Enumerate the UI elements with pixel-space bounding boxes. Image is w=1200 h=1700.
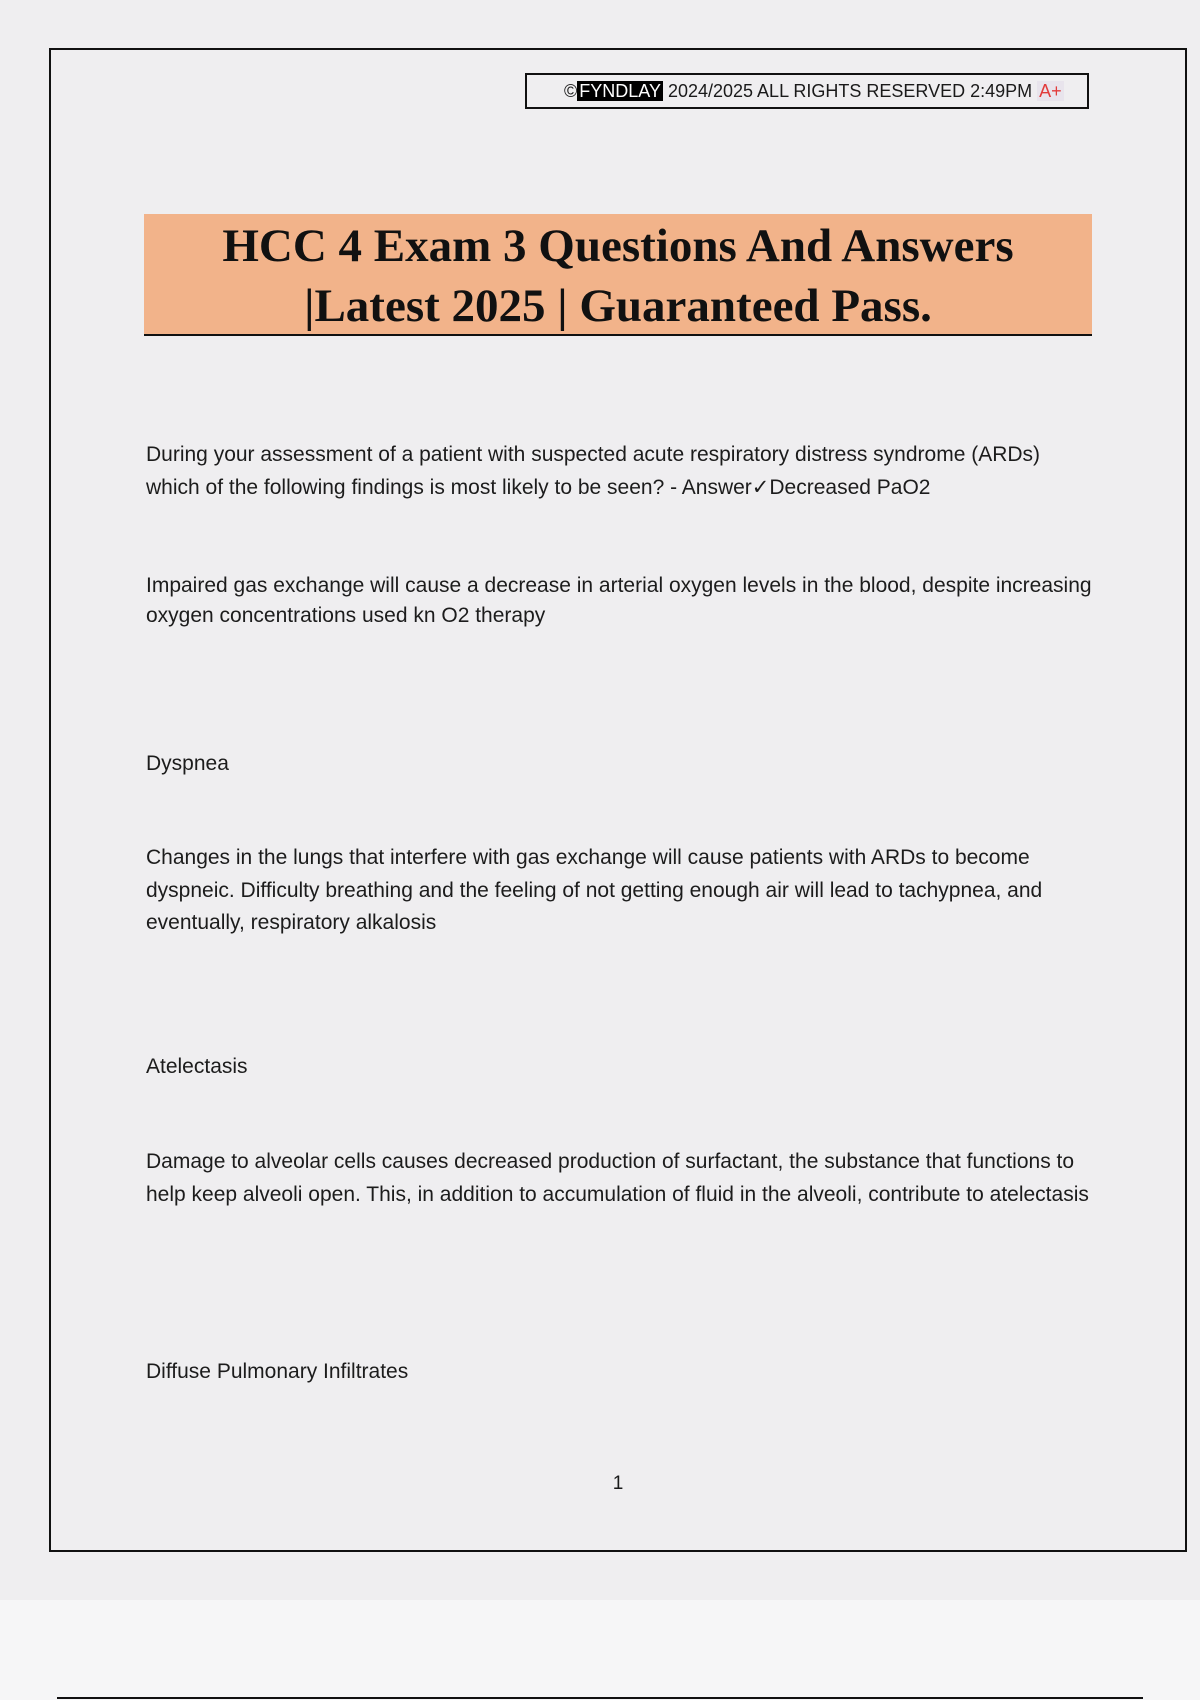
rationale-decreased-pao2: Impaired gas exchange will cause a decrease in arterial oxygen levels in the blood, despite increasing oxygen concentrations used kn O2 therapy	[146, 574, 1092, 627]
title-line-1: HCC 4 Exam 3 Questions And Answers	[222, 220, 1014, 272]
option-dyspnea: Dyspnea	[146, 752, 229, 775]
rationale-dyspnea: Changes in the lungs that interfere with gas exchange will cause patients with ARDs to become dyspneic. Difficulty breathing and the feeling of not getting enough air will lead to tachypnea, and eventually, respiratory alkalosis	[146, 846, 1043, 934]
question-paragraph: During your assessment of a patient with suspected acute respiratory distress syndrome (ARDs) which of the following findings is most likely to be seen? - Answer✓Decreased PaO2	[146, 443, 1041, 499]
option-diffuse-pulmonary-infiltrates: Diffuse Pulmonary Infiltrates	[146, 1360, 409, 1383]
page-number: 1	[612, 1473, 624, 1494]
copyright-text: 2024/2025 ALL RIGHTS RESERVED 2:49PM	[662, 81, 1038, 101]
next-page-rule	[57, 1697, 1143, 1699]
copyright-symbol: ©	[564, 81, 578, 101]
rationale-atelectasis: Damage to alveolar cells causes decreased production of surfactant, the substance that functions to help keep alveoli open. This, in addition to accumulation of fluid in the alveoli, contribute to atelectasis	[146, 1150, 1089, 1206]
brand-name: FYNDLAY	[579, 81, 661, 101]
grade-badge: A+	[1039, 81, 1062, 101]
title-line-2: |Latest 2025 | Guaranteed Pass.	[304, 280, 932, 332]
copyright-notice	[525, 73, 1089, 109]
option-atelectasis: Atelectasis	[146, 1055, 248, 1078]
document-title	[144, 214, 1092, 336]
